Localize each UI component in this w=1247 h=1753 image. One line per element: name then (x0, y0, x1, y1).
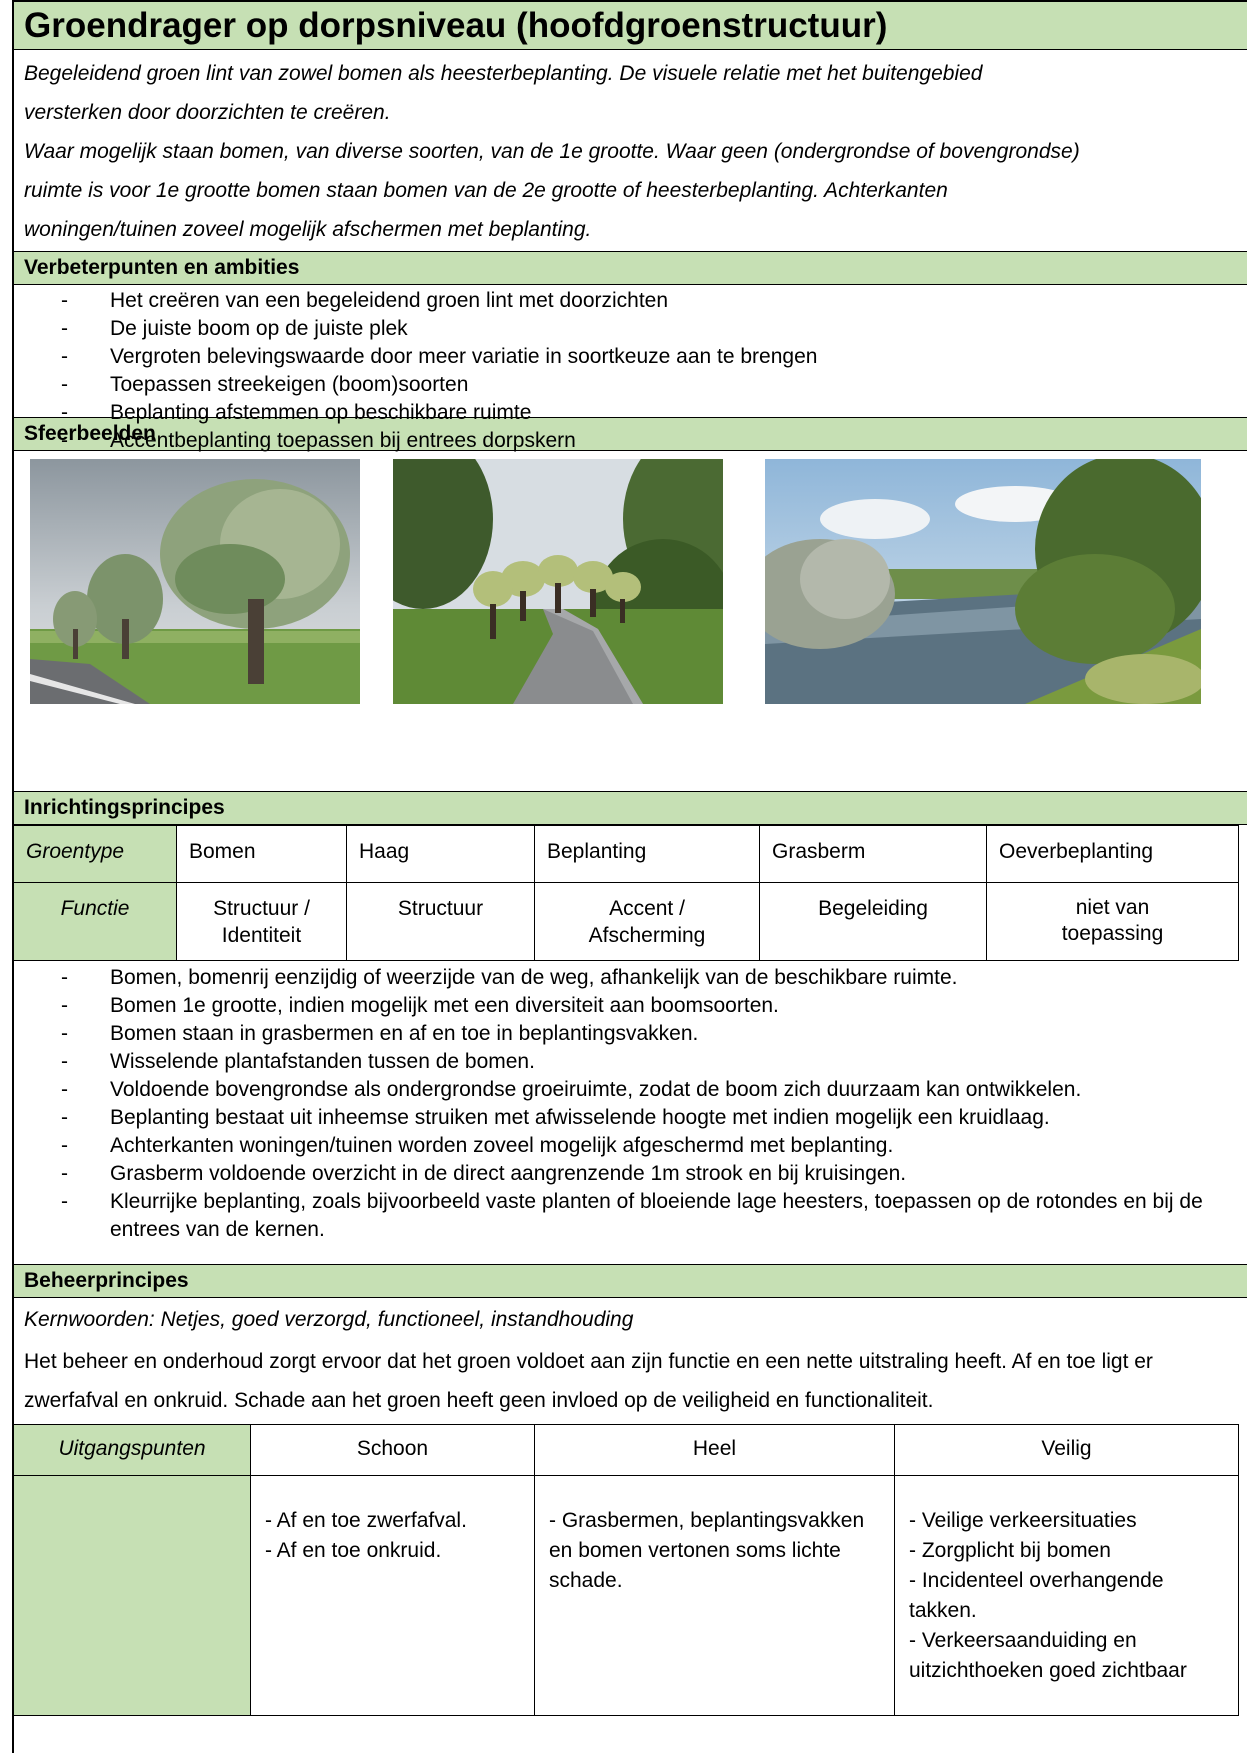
column-header-veilig: Veilig (895, 1425, 1239, 1476)
title-bar (14, 0, 1247, 50)
list-item: - Toepassen streekeigen (boom)soorten (14, 371, 1247, 399)
intro-line: ruimte is voor 1e grootte bomen staan bomen van de 2e grootte of heesterbeplanting. Achterkanten (24, 179, 948, 202)
cell-line: - Verkeersaanduiding en uitzichthoeken goed zichtbaar (909, 1629, 1187, 1682)
cell-line: - Grasbermen, beplantingsvakken en bomen vertonen soms lichte schade. (549, 1509, 865, 1592)
cell-line: Accent / (609, 897, 685, 920)
section-heading-beheer: Beheerprincipes (14, 1265, 1247, 1298)
cell-line: - Zorgplicht bij bomen (909, 1539, 1111, 1562)
riverbank-vegetation-photo (765, 459, 1201, 704)
intro-line: woningen/tuinen zoveel mogelijk afschermen met beplanting. (24, 218, 592, 241)
table-row (14, 826, 1239, 883)
table-cell (14, 1476, 251, 1716)
document-page (12, 0, 1247, 1753)
table-cell-schoon (251, 1476, 535, 1716)
intro-line: versterken door doorzichten te creëren. (24, 101, 391, 124)
page-title: Groendrager op dorpsniveau (hoofdgroenstructuur) (24, 6, 888, 45)
list-item: - Bomen staan in grasbermen en af en toe in beplantingsvakken. (14, 1020, 1217, 1048)
table-row (14, 1425, 1239, 1476)
table-cell-heel (535, 1476, 895, 1716)
table-row (14, 1476, 1239, 1716)
table-cell: Grasberm (760, 826, 987, 883)
table-cell: Oeverbeplanting (987, 826, 1239, 883)
table-cell (347, 883, 535, 961)
cell-line: Structuur / (213, 897, 310, 920)
beheer-description: Het beheer en onderhoud zorgt ervoor dat het groen voldoet aan zijn functie en een nette uitstraling heeft. Af en toe ligt er zwerfafval en onkruid. Schade aan het groen heeft geen invloed op de veiligheid en functionaliteit. (24, 1350, 1153, 1412)
cell-line: Afscherming (588, 924, 706, 947)
photo-strip (14, 451, 1247, 792)
cell-line: - Af en toe onkruid. (265, 1539, 442, 1562)
kernwoorden-text: Kernwoorden: Netjes, goed verzorgd, functioneel, instandhouding (24, 1308, 634, 1331)
ambities-list (14, 287, 1247, 455)
table-cell: Bomen (177, 826, 347, 883)
list-item: - De juiste boom op de juiste plek (14, 315, 1247, 343)
uitgangspunten-label: Uitgangspunten (14, 1425, 251, 1476)
cell-line: - Af en toe zwerfafval. (265, 1509, 467, 1532)
cell-line: Identiteit (221, 924, 302, 947)
column-header-heel: Heel (535, 1425, 895, 1476)
table-cell (760, 883, 987, 961)
uitgangspunten-table (13, 1424, 1239, 1716)
list-item: - Achterkanten woningen/tuinen worden zoveel mogelijk afgeschermd met beplanting. (14, 1132, 1217, 1160)
inrichting-list-container (14, 961, 1247, 1265)
section-heading-ambities: Verbeterpunten en ambities (14, 252, 1247, 285)
list-item: - Accentbeplanting toepassen bij entrees dorpskern (14, 427, 1247, 455)
table-cell (177, 883, 347, 961)
groentype-label: Groentype (14, 826, 177, 883)
list-item: - Het creëren van een begeleidend groen lint met doorzichten (14, 287, 1247, 315)
table-cell: Haag (347, 826, 535, 883)
willow-trees-roadside-photo (30, 459, 360, 704)
groentype-table (13, 825, 1239, 961)
list-item: - Bomen 1e grootte, indien mogelijk met een diversiteit aan boomsoorten. (14, 992, 1217, 1020)
list-item: - Voldoende bovengrondse als ondergrondse groeiruimte, zodat de boom zich duurzaam kan ontwikkelen. (14, 1076, 1217, 1104)
intro-text (14, 50, 1247, 252)
cell-line: toepassing (1061, 922, 1164, 945)
intro-line: Waar mogelijk staan bomen, van diverse soorten, van de 1e grootte. Waar geen (ondergrondse of bovengrondse) (24, 140, 1080, 163)
list-item: - Beplanting bestaat uit inheemse struiken met afwisselende hoogte met indien mogelijk een kruidlaag. (14, 1104, 1217, 1132)
table-row (14, 883, 1239, 961)
section-heading-sfeerbeelden: Sfeerbeelden (14, 418, 1247, 451)
intro-line: Begeleidend groen lint van zowel bomen als heesterbeplanting. De visuele relatie met het buitengebied (24, 62, 983, 85)
cell-line: niet van (1075, 896, 1150, 919)
column-header-schoon: Schoon (251, 1425, 535, 1476)
table-cell: Beplanting (535, 826, 760, 883)
section-heading-inrichting: Inrichtingsprincipes (14, 792, 1247, 825)
list-item: - Grasberm voldoende overzicht in de direct aangrenzende 1m strook en bij kruisingen. (14, 1160, 1217, 1188)
list-item: - Bomen, bomenrij eenzijdig of weerzijde van de weg, afhankelijk van de beschikbare ruimte. (14, 964, 1217, 992)
inrichting-list (14, 964, 1247, 1244)
list-item: - Wisselende plantafstanden tussen de bomen. (14, 1048, 1217, 1076)
table-cell-veilig (895, 1476, 1239, 1716)
cell-line: - Veilige verkeersituaties (909, 1509, 1137, 1532)
list-item: - Beplanting afstemmen op beschikbare ruimte (14, 399, 1247, 427)
table-cell (987, 883, 1239, 961)
cell-line: - Incidenteel overhangende takken. (909, 1569, 1164, 1622)
cell-line: Begeleiding (818, 897, 928, 920)
table-cell (535, 883, 760, 961)
functie-label: Functie (14, 883, 177, 961)
list-item: - Vergroten belevingswaarde door meer variatie in soortkeuze aan te brengen (14, 343, 1247, 371)
list-item: - Kleurrijke beplanting, zoals bijvoorbeeld vaste planten of bloeiende lage heesters, toepassen op de rotondes en bij de entrees van de kernen. (14, 1188, 1217, 1244)
pollard-willow-lane-photo (393, 459, 723, 704)
cell-line: Structuur (397, 897, 484, 920)
